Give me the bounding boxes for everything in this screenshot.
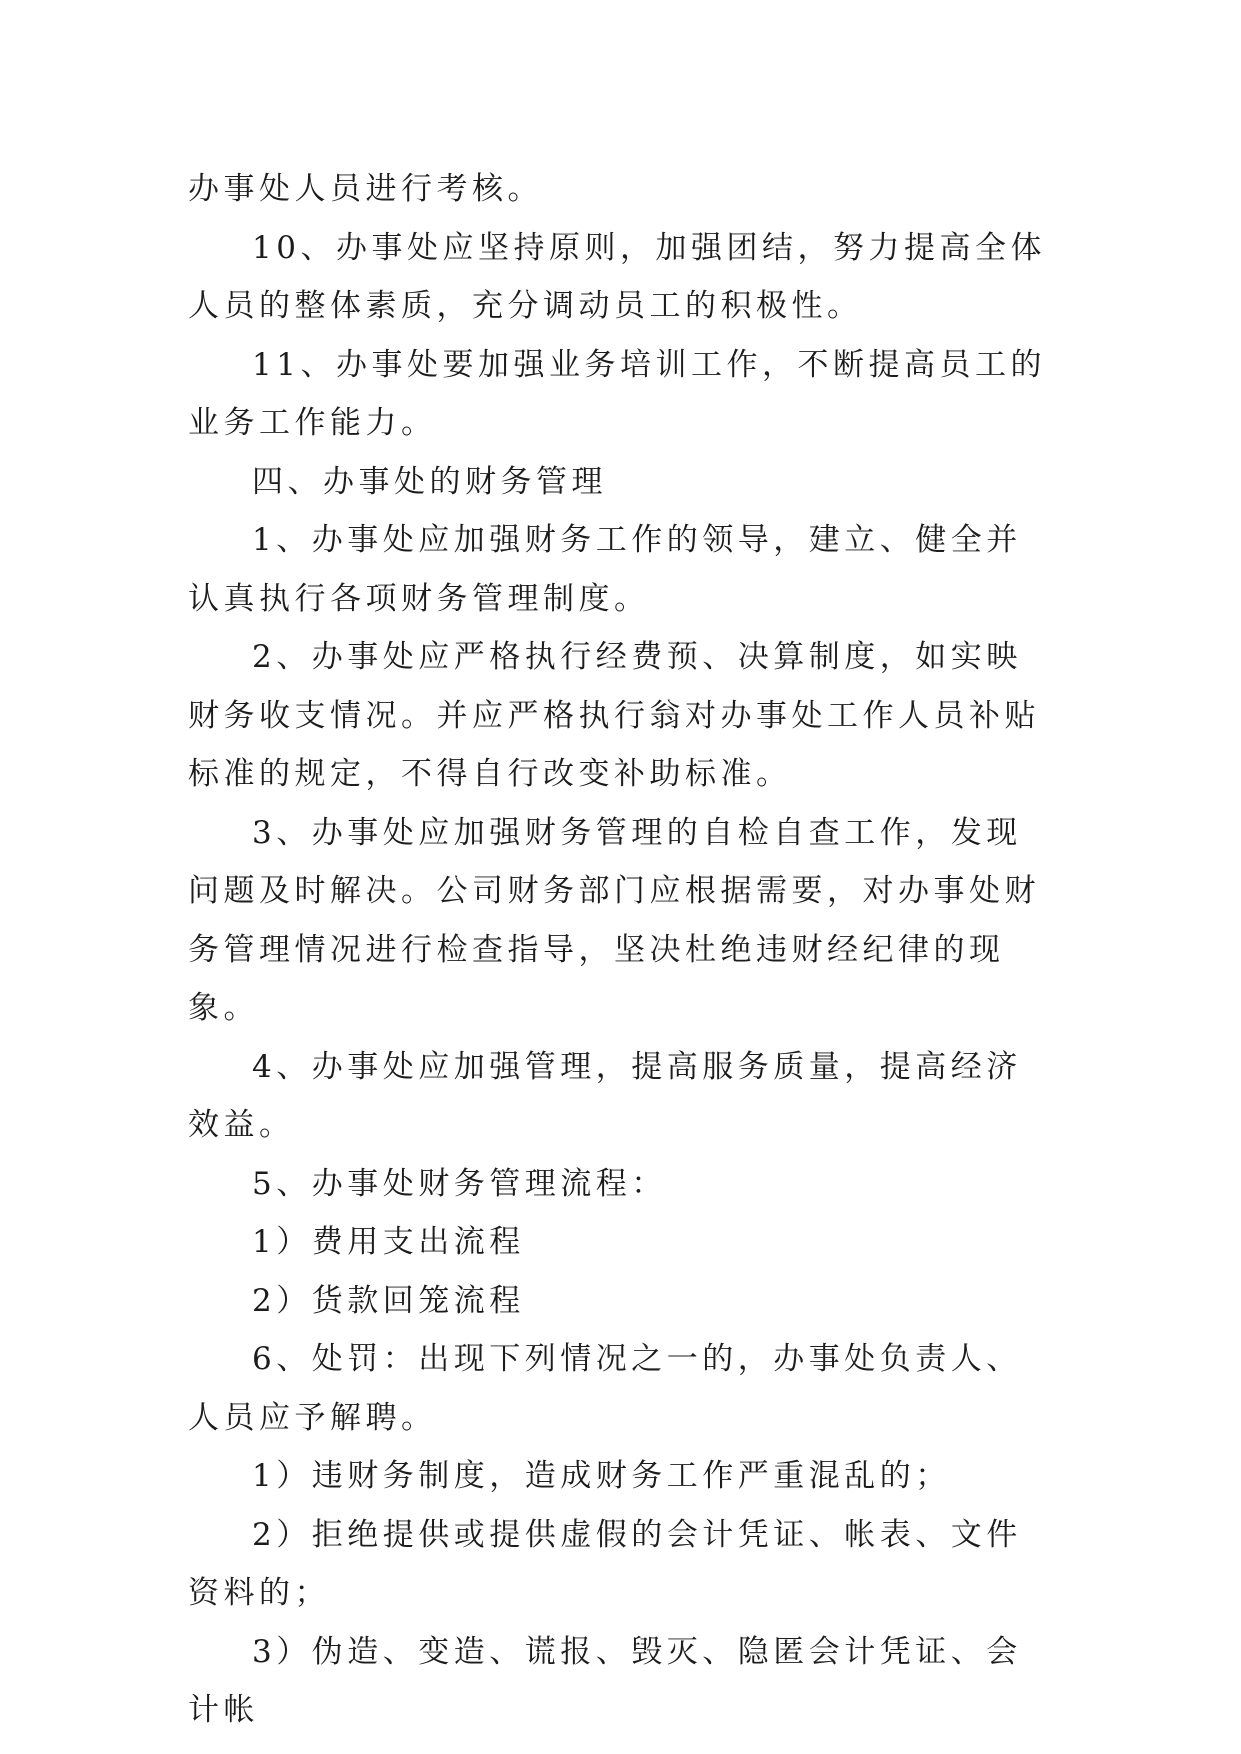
list-item: 2）拒绝提供或提供虚假的会计凭证、帐表、文件资料的； (188, 1516, 1022, 1611)
list-item: 1）费用支出流程 (252, 1224, 525, 1260)
paragraph-12: 6、处罚：出现下列情况之一的，办事处负责人、人员应予解聘。 (188, 1341, 1022, 1436)
paragraph-1: 办事处人员进行考核。 (188, 171, 543, 207)
list-item: 3）伪造、变造、谎报、毁灭、隐匿会计凭证、会计帐 (188, 1633, 1022, 1728)
list-item: 1）违财务制度，造成财务工作严重混乱的； (252, 1458, 951, 1494)
document-body (188, 160, 1054, 1740)
paragraph-6: 2、办事处应严格执行经费预、决算制度，如实映财务收支情况。并应严格执行翁对办事处工作人员补贴标准的规定，不得自行改变补助标准。 (188, 639, 1040, 792)
paragraph-8: 4、办事处应加强管理，提高服务质量，提高经济效益。 (188, 1048, 1022, 1143)
paragraph-7: 3、办事处应加强财务管理的自检自查工作，发现问题及时解决。公司财务部门应根据需要，对办事处财务管理情况进行检查指导，坚决杜绝违财经纪律的现象。 (188, 814, 1040, 1026)
list-item: 2）货款回笼流程 (252, 1282, 525, 1319)
section-heading: 四、办事处的财务管理 (252, 463, 607, 500)
paragraph-9: 5、办事处财务管理流程： (252, 1165, 667, 1202)
paragraph-2: 10、办事处应坚持原则，加强团结，努力提高全体人员的整体素质，充分调动员工的积极性。 (188, 229, 1046, 324)
paragraph-3: 11、办事处要加强业务培训工作，不断提高员工的业务工作能力。 (188, 346, 1046, 441)
paragraph-5: 1、办事处应加强财务工作的领导，建立、健全并认真执行各项财务管理制度。 (188, 522, 1022, 617)
